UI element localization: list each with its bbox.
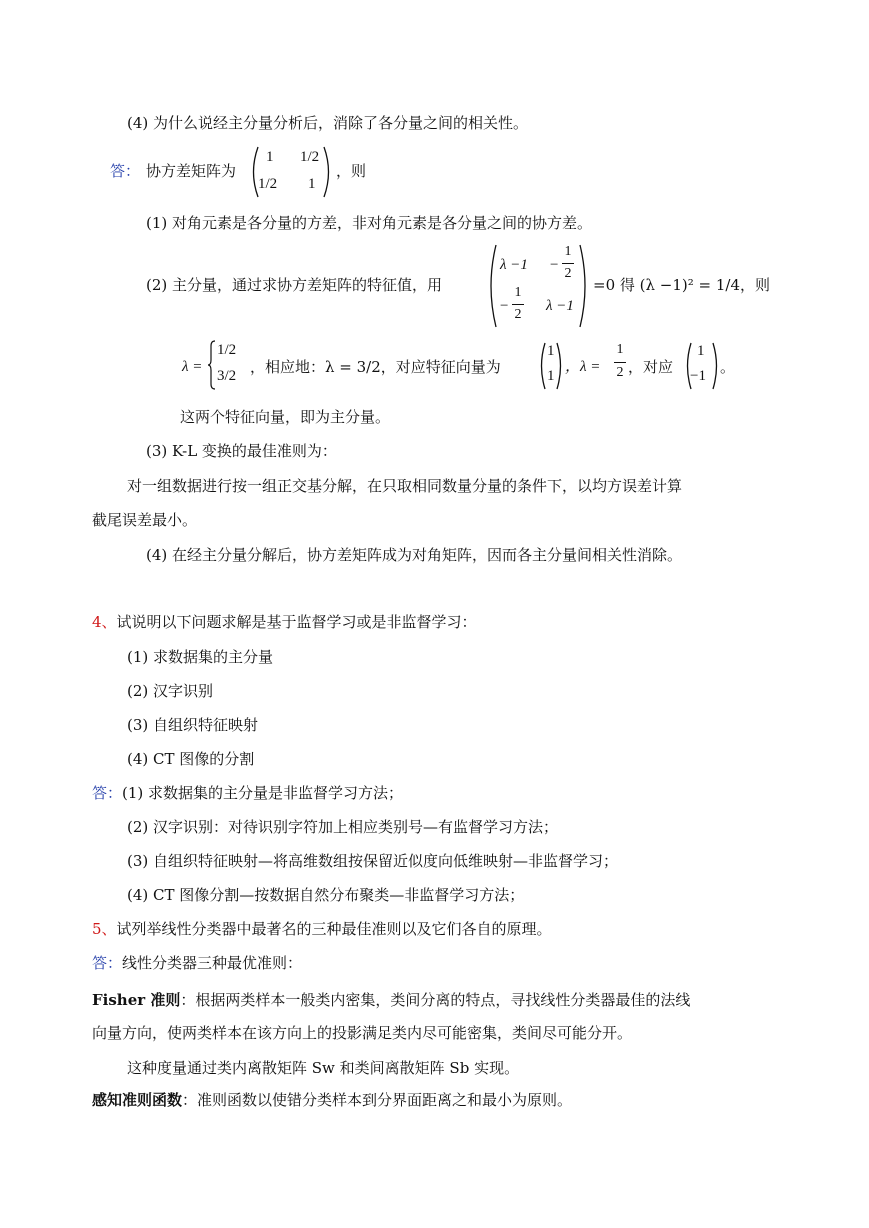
answer-point-2-equation: =0 得 (λ −1)² = 1/4，则 bbox=[593, 276, 770, 294]
question-5-text: 试列举线性分类器中最著名的三种最佳准则以及它们各自的原理。 bbox=[116, 920, 552, 938]
vec1-right-paren bbox=[556, 342, 564, 390]
lambda-2-bar bbox=[614, 362, 626, 363]
question-4-item-4: (4) CT 图像的分割 bbox=[127, 750, 255, 768]
principal-component-note: 这两个特征向量，即为主分量。 bbox=[180, 408, 391, 426]
perceptron-criterion-body: ：准则函数以使错分类样本到分界面距离之和最小为原则。 bbox=[182, 1091, 573, 1109]
question-4-item-2: (2) 汉字识别 bbox=[127, 682, 214, 700]
answer-label: 答： bbox=[92, 954, 123, 972]
vec2-end: 。 bbox=[720, 358, 736, 376]
cov-matrix-text: 协方差矩阵为 bbox=[146, 162, 237, 180]
eig-matrix-left-paren bbox=[486, 244, 498, 328]
fisher-criterion-body-2: 向量方向，使两类样本在该方向上的投影满足类内尽可能密集，类间尽可能分开。 bbox=[92, 1024, 633, 1042]
answer-point-3-body-2: 截尾误差最小。 bbox=[92, 511, 198, 529]
vec1-a: 1 bbox=[547, 343, 555, 359]
cov-matrix-r2c1: 1/2 bbox=[258, 176, 278, 192]
cov-matrix-r2c2: 1 bbox=[308, 176, 316, 192]
cov-matrix-r1c2: 1/2 bbox=[300, 149, 320, 165]
question-4-item-3: (3) 自组织特征映射 bbox=[127, 716, 259, 734]
lambda-value-1: 1/2 bbox=[217, 342, 237, 358]
answer-label: 答： bbox=[110, 162, 141, 180]
lambda-value-2: 3/2 bbox=[217, 368, 237, 384]
eig-matrix-r2c1-num: 1 bbox=[514, 285, 522, 300]
question-5-answer-head: 线性分类器三种最优准则： bbox=[122, 954, 303, 972]
vec1-b: 1 bbox=[547, 368, 555, 384]
question-4-answer-1: (1) 求数据集的主分量是非监督学习方法； bbox=[122, 784, 404, 802]
question-5-number: 5、 bbox=[92, 920, 117, 938]
vec2-b: −1 bbox=[690, 368, 706, 384]
lambda-equals: λ = bbox=[182, 359, 203, 375]
vec1-left-paren bbox=[538, 342, 546, 390]
lambda-correspond-text: ，相应地：λ = 3/2，对应特征向量为 bbox=[250, 358, 501, 376]
question-4-answer-3: (3) 自组织特征映射—将高维数组按保留近似度向低维映射—非监督学习； bbox=[127, 852, 619, 870]
question-4-answer-4: (4) CT 图像分割—按数据自然分布聚类—非监督学习方法； bbox=[127, 886, 525, 904]
question-4-heading bbox=[92, 612, 477, 632]
question-5-heading bbox=[92, 919, 552, 939]
fisher-criterion-row bbox=[92, 990, 690, 1010]
eig-matrix-r1c2-bar bbox=[562, 263, 574, 264]
lambda-2-pre: ，λ = bbox=[565, 359, 601, 375]
eig-matrix-r1c2-den: 2 bbox=[564, 266, 572, 281]
question-4-number: 4、 bbox=[92, 613, 117, 631]
lambda-2-den: 2 bbox=[616, 365, 624, 380]
answer-point-3-body-1: 对一组数据进行按一组正交基分解，在只取相同数量分量的条件下，以均方误差计算 bbox=[127, 477, 683, 495]
perceptron-criterion-row bbox=[92, 1090, 572, 1110]
perceptron-criterion-name: 感知准则函数 bbox=[92, 1091, 183, 1109]
eig-matrix-r1c2-sign: − bbox=[550, 257, 559, 273]
question-4-text: 试说明以下问题求解是基于监督学习或是非监督学习： bbox=[116, 613, 477, 631]
answer-point-4: (4) 在经主分量分解后，协方差矩阵成为对角矩阵，因而各主分量间相关性消除。 bbox=[146, 546, 683, 564]
lambda-2-post: ，对应 bbox=[628, 358, 674, 376]
question-4-answer-2: (2) 汉字识别：对待识别字符加上相应类别号—有监督学习方法； bbox=[127, 818, 559, 836]
fisher-criterion-name: Fisher 准则 bbox=[92, 991, 181, 1009]
answer-point-1: (1) 对角元素是各分量的方差，非对角元素是各分量之间的协方差。 bbox=[146, 214, 593, 232]
question-5-answer-head-row bbox=[92, 953, 302, 973]
answer-point-3: (3) K-L 变换的最佳准则为： bbox=[146, 442, 337, 460]
eig-matrix-right-paren bbox=[578, 244, 590, 328]
lambda-2-num: 1 bbox=[616, 342, 624, 357]
eig-matrix-r2c1-den: 2 bbox=[514, 307, 522, 322]
answer-point-2-intro: (2) 主分量，通过求协方差矩阵的特征值，用 bbox=[146, 276, 443, 294]
eig-matrix-r2c1-bar bbox=[512, 304, 524, 305]
question-item-4: (4) 为什么说经主分量分析后，消除了各分量之间的相关性。 bbox=[127, 114, 529, 132]
cov-matrix-after: ，则 bbox=[336, 162, 367, 180]
eig-matrix-r1c2-num: 1 bbox=[564, 244, 572, 259]
cov-matrix-r1c1: 1 bbox=[266, 149, 274, 165]
vec2-right-paren bbox=[712, 342, 720, 390]
cov-matrix-right-paren bbox=[322, 146, 334, 198]
vec2-a: 1 bbox=[697, 343, 705, 359]
question-4-item-1: (1) 求数据集的主分量 bbox=[127, 648, 274, 666]
answer-label: 答： bbox=[92, 784, 123, 802]
lambda-brace bbox=[207, 340, 217, 390]
eig-matrix-r2c1-sign: − bbox=[500, 298, 509, 314]
eig-matrix-r1c1: λ −1 bbox=[500, 257, 528, 273]
fisher-criterion-body-3: 这种度量通过类内离散矩阵 Sw 和类间离散矩阵 Sb 实现。 bbox=[127, 1059, 520, 1077]
question-4-answer-1-row bbox=[92, 783, 403, 803]
fisher-criterion-body-1: ：根据两类样本一般类内密集，类间分离的特点，寻找线性分类器最佳的法线 bbox=[180, 991, 691, 1009]
eig-matrix-r2c2: λ −1 bbox=[546, 298, 574, 314]
